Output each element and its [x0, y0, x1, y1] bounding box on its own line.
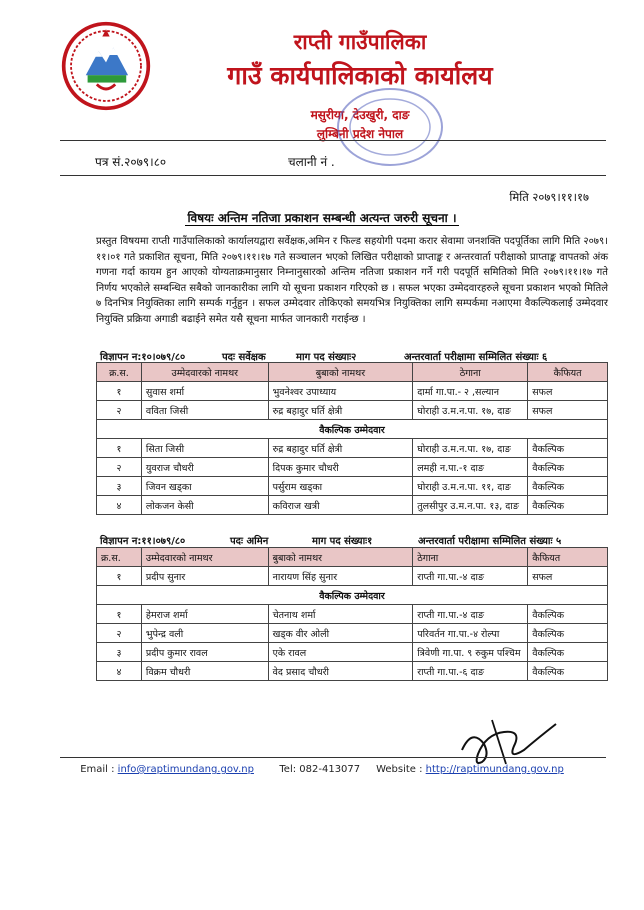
remark-cell: वैकल्पिक — [528, 458, 608, 477]
candidate-cell: हेमराज शर्मा — [141, 605, 268, 624]
serial-cell: ४ — [97, 662, 142, 681]
dispatch-number: चलानी नं . — [288, 155, 335, 169]
footer-contact: Email : info@raptimundang.gov.np Tel: 082-413077 Website : http://raptimundang.gov.np — [80, 764, 564, 775]
father-cell: वेद प्रसाद चौधरी — [268, 662, 413, 681]
nepal-emblem-icon — [60, 20, 152, 112]
column-header: उम्मेदवारको नामथर — [141, 548, 268, 567]
table-header-row — [97, 548, 608, 567]
candidate-cell: विक्रम चौधरी — [141, 662, 268, 681]
remark-cell: सफल — [528, 401, 608, 420]
father-cell: रुद्र बहादुर घर्ति क्षेत्री — [268, 439, 413, 458]
table-row — [97, 624, 608, 643]
email-link[interactable]: info@raptimundang.gov.np — [117, 764, 254, 775]
result-table — [96, 362, 608, 515]
notice-body: प्रस्तुत विषयमा राप्ती गाउँपालिकाको कार्यालयद्वारा सर्वेक्षक,अमिन र फिल्ड सहयोगी पदमा करार सेवामा जनशक्ति पदपूर्तिका लागि मिति २०७९।११।०१ गते प्रकाशित सूचना, मिति २०७९।११।१७ गते सञ्चालन भएको लिखित परीक्षाको प्राप्ताङ्क र अन्तरवार्ता परीक्षाको प्राप्ताङ्क वापतको अंक गणना गर्दा कायम हुन आएको योग्यताक्रमानुसार निम्नानुसारको अन्तिम नतिजा प्रकाशन गर्ने गरी पदपूर्ति समितिको मिति २०७९।११।१७ गते निर्णय भएकोले सम्बन्धित सबैको जानकारीका लागि यो सूचना प्रकाशन गरिएको छ । सफल भएका उम्मेदवारहरुले सूचना प्रकाशन भएको मितिले ७ दिनभित्र नियुक्तिका लागि सम्पर्क गर्नुहुन । सफल उम्मेदवार तोकिएको समयभित्र नियुक्तिका लागि सम्पर्कमा नआएमा वैकल्पिकलाई उम्मेदवार नियुक्ति प्रक्रिया अगाडी बढाईने समेत यसै सूचना मार्फत जानकारी गराईन्छ । — [96, 236, 608, 325]
address-cell: घोराही उ.म.न.पा. १७, दाङ — [413, 401, 528, 420]
table-row — [97, 477, 608, 496]
alternate-section-row — [97, 586, 608, 605]
remark-cell: वैकल्पिक — [528, 496, 608, 515]
table-header-row — [97, 363, 608, 382]
father-cell: दिपक कुमार चौधरी — [268, 458, 413, 477]
table-row — [97, 662, 608, 681]
table-row — [97, 605, 608, 624]
table-row — [97, 382, 608, 401]
address-cell: घोराही उ.म.न.पा. ११, दाङ — [413, 477, 528, 496]
post-name: पदः अमिन — [230, 536, 269, 547]
candidate-cell: सुवास शर्मा — [141, 382, 268, 401]
candidate-cell: सिता जिसी — [141, 439, 268, 458]
remark-cell: वैकल्पिक — [528, 643, 608, 662]
father-cell: खड्क वीर ओली — [268, 624, 413, 643]
result-table — [96, 547, 608, 681]
serial-cell: १ — [97, 605, 142, 624]
father-cell: चेतनाथ शर्मा — [268, 605, 413, 624]
table-row — [97, 643, 608, 662]
column-header: क्र.स. — [97, 548, 142, 567]
table-row — [97, 401, 608, 420]
column-header: बुबाको नामथर — [268, 363, 413, 382]
father-cell: नारायण सिंह सुनार — [268, 567, 413, 586]
notice-date: मिति २०७९।११।१७ — [509, 190, 589, 204]
column-header: कैफियत — [528, 363, 608, 382]
serial-cell: ३ — [97, 477, 142, 496]
office-address: मसुरीया, देउखुरी, दाङ — [310, 108, 410, 122]
address-cell: राप्ती गा.पा.-४ दाङ — [413, 567, 528, 586]
alternate-label: वैकल्पिक उम्मेदवार — [97, 420, 608, 439]
remark-cell: वैकल्पिक — [528, 662, 608, 681]
municipality-name: राप्ती गाउँपालिका — [293, 30, 427, 54]
address-cell: परिवर्तन गा.पा.-४ रोल्पा — [413, 624, 528, 643]
notice-subject: विषयः अन्तिम नतिजा प्रकाशन सम्बन्धी अत्यन्त जरुरी सूचना । — [187, 211, 457, 225]
father-cell: भुवनेश्वर उपाध्याय — [268, 382, 413, 401]
serial-cell: १ — [97, 567, 142, 586]
address-cell: राप्ती गा.पा.-४ दाङ — [413, 605, 528, 624]
header-rule — [60, 140, 606, 141]
alternate-label: वैकल्पिक उम्मेदवार — [97, 586, 608, 605]
address-cell: त्रिवेणी गा.पा. ९ रुकुम पश्चिम — [413, 643, 528, 662]
ad-number: विज्ञापन न:१०।०७९/८० — [100, 352, 186, 363]
serial-cell: १ — [97, 382, 142, 401]
website-link[interactable]: http://raptimundang.gov.np — [425, 764, 564, 775]
table-row — [97, 496, 608, 515]
candidate-cell: प्रदीप कुमार रावल — [141, 643, 268, 662]
serial-cell: २ — [97, 458, 142, 477]
table-row — [97, 439, 608, 458]
column-header: ठेगाना — [413, 363, 528, 382]
serial-cell: ३ — [97, 643, 142, 662]
candidate-cell: युवराज चौधरी — [141, 458, 268, 477]
address-cell: लमही न.पा.-१ दाङ — [413, 458, 528, 477]
father-cell: कविराज खत्री — [268, 496, 413, 515]
province-name: लुम्बिनी प्रदेश नेपाल — [316, 127, 404, 141]
seat-count: माग पद संख्याः२ — [296, 352, 357, 363]
column-header: ठेगाना — [413, 548, 528, 567]
remark-cell: वैकल्पिक — [528, 439, 608, 458]
father-cell: पर्सुराम खड्का — [268, 477, 413, 496]
footer-rule — [60, 757, 606, 758]
signature-icon — [452, 710, 562, 772]
address-cell: तुलसीपुर उ.म.न.पा. १३, दाङ — [413, 496, 528, 515]
father-cell: एके रावल — [268, 643, 413, 662]
column-header: क्र.स. — [97, 363, 142, 382]
telephone: Tel: 082-413077 — [279, 764, 361, 775]
column-header: उम्मेदवारको नामथर — [141, 363, 268, 382]
serial-cell: ४ — [97, 496, 142, 515]
office-name: गाउँ कार्यपालिकाको कार्यालय — [227, 61, 493, 90]
table-row — [97, 567, 608, 586]
ad-number: विज्ञापन न:११।०७९/८० — [100, 536, 186, 547]
address-cell: दार्मा गा.पा.- २ ,सल्यान — [413, 382, 528, 401]
post-name: पदः सर्वेक्षक — [222, 352, 266, 363]
remark-cell: वैकल्पिक — [528, 624, 608, 643]
father-cell: रुद्र बहादुर घर्ति क्षेत्री — [268, 401, 413, 420]
address-cell: घोराही उ.म.न.पा. १७, दाङ — [413, 439, 528, 458]
address-cell: राप्ती गा.पा.-६ दाङ — [413, 662, 528, 681]
office-stamp-icon — [328, 82, 446, 172]
remark-cell: वैकल्पिक — [528, 605, 608, 624]
reference-number: पत्र सं.२०७९।८० — [95, 155, 167, 169]
candidate-cell: भुपेन्द्र वली — [141, 624, 268, 643]
alternate-section-row — [97, 420, 608, 439]
candidate-cell: प्रदीप सुनार — [141, 567, 268, 586]
column-header: कैफियत — [528, 548, 608, 567]
candidate-cell: लोकजन केसी — [141, 496, 268, 515]
seat-count: माग पद संख्याः१ — [312, 536, 373, 547]
meta-rule — [60, 175, 606, 176]
serial-cell: १ — [97, 439, 142, 458]
table-row — [97, 458, 608, 477]
candidate-cell: वविता जिसी — [141, 401, 268, 420]
remark-cell: सफल — [528, 382, 608, 401]
interviewed-count: अन्तरवार्ता परीक्षामा सम्मिलित संख्याः ५ — [418, 536, 562, 547]
serial-cell: २ — [97, 624, 142, 643]
remark-cell: वैकल्पिक — [528, 477, 608, 496]
candidate-cell: जिवन खड्का — [141, 477, 268, 496]
remark-cell: सफल — [528, 567, 608, 586]
interviewed-count: अन्तरवार्ता परीक्षामा सम्मिलित संख्याः ६ — [404, 352, 548, 363]
column-header: बुबाको नामथर — [268, 548, 413, 567]
serial-cell: २ — [97, 401, 142, 420]
